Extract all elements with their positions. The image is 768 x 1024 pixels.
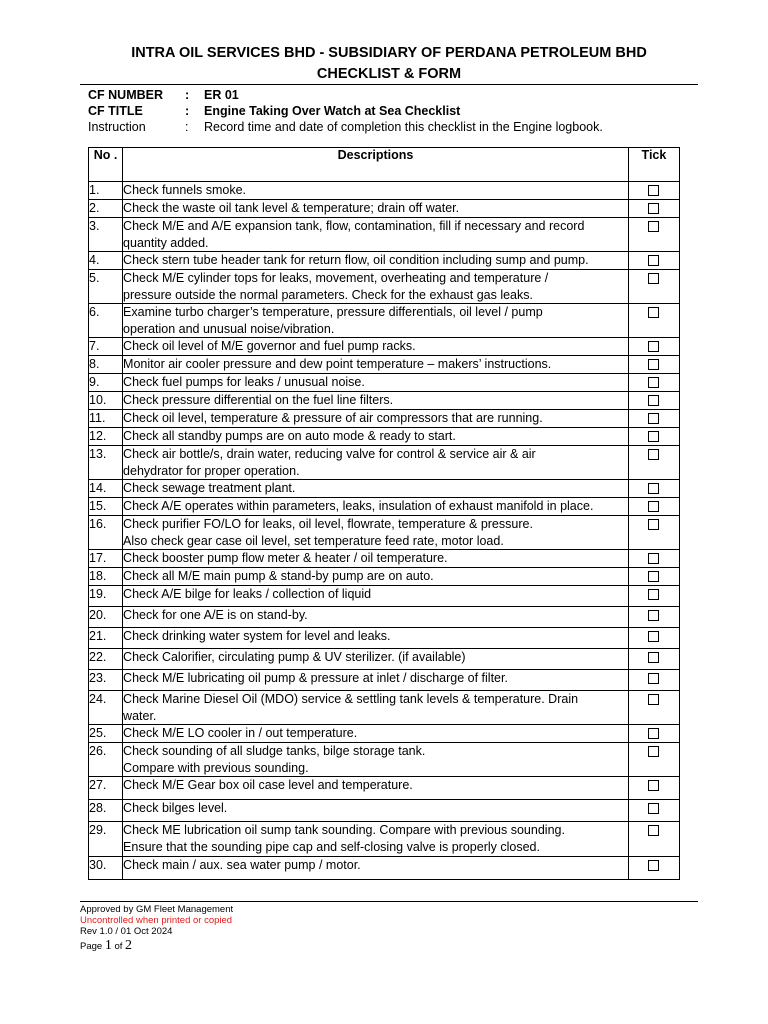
row-number: 15. [89, 498, 123, 516]
table-row [89, 822, 680, 857]
row-number: 30. [89, 857, 123, 880]
row-description [123, 550, 629, 568]
description-line: Check drinking water system for level and leaks. [123, 629, 391, 643]
row-description [123, 568, 629, 586]
cf-number-row [88, 87, 708, 103]
description-line: quantity added. [123, 235, 209, 250]
description-line: Check for one A/E is on stand-by. [123, 608, 308, 622]
row-description [123, 446, 629, 480]
row-description [123, 800, 629, 822]
instruction-label: Instruction [88, 120, 146, 134]
tick-checkbox[interactable] [648, 221, 659, 232]
description-line: Check bilges level. [123, 801, 228, 815]
tick-cell [628, 270, 679, 304]
row-description [123, 252, 629, 270]
description-line: Check all standby pumps are on auto mode & ready to start. [123, 429, 456, 443]
description-line: Check M/E lubricating oil pump & pressure at inlet / discharge of filter. [123, 671, 508, 685]
tick-checkbox[interactable] [648, 203, 659, 214]
row-description [123, 498, 629, 516]
tick-cell [628, 743, 679, 777]
table-row [89, 218, 680, 252]
row-description [123, 200, 629, 218]
description-line: pressure outside the normal parameters. Check for the exhaust gas leaks. [123, 287, 533, 302]
cf-title-label: CF TITLE [88, 104, 143, 118]
tick-cell [628, 356, 679, 374]
row-description [123, 182, 629, 200]
row-description [123, 822, 629, 857]
table-row [89, 338, 680, 356]
row-number: 19. [89, 586, 123, 607]
description-line: Check M/E LO cooler in / out temperature. [123, 726, 358, 740]
tick-checkbox[interactable] [648, 589, 659, 600]
separator: : [185, 104, 190, 118]
table-row [89, 428, 680, 446]
tick-cell [628, 628, 679, 649]
tick-cell [628, 200, 679, 218]
row-description [123, 410, 629, 428]
tick-cell [628, 857, 679, 880]
tick-cell [628, 670, 679, 691]
row-number: 9. [89, 374, 123, 392]
description-line: Check A/E operates within parameters, leaks, insulation of exhaust manifold in place. [123, 499, 594, 513]
checklist-rows [89, 182, 680, 880]
description-line: Compare with previous sounding. [123, 760, 309, 775]
tick-cell [628, 446, 679, 480]
table-row [89, 800, 680, 822]
column-header-tick: Tick [628, 148, 679, 182]
table-row [89, 304, 680, 338]
tick-checkbox[interactable] [648, 860, 659, 871]
description-line: operation and unusual noise/vibration. [123, 321, 335, 336]
row-number: 17. [89, 550, 123, 568]
row-number: 13. [89, 446, 123, 480]
row-number: 20. [89, 607, 123, 628]
description-line: Check Marine Diesel Oil (MDO) service & settling tank levels & temperature. Drain [123, 692, 579, 706]
document-title: INTRA OIL SERVICES BHD - SUBSIDIARY OF PERDANA PETROLEUM BHD [131, 45, 647, 61]
tick-checkbox[interactable] [648, 185, 659, 196]
separator: : [185, 120, 189, 134]
row-description [123, 338, 629, 356]
tick-checkbox[interactable] [648, 341, 659, 352]
tick-checkbox[interactable] [648, 694, 659, 705]
description-line: water. [123, 708, 157, 723]
row-description [123, 374, 629, 392]
tick-checkbox[interactable] [648, 273, 659, 284]
document-subtitle: CHECKLIST & FORM [316, 66, 462, 82]
row-number: 24. [89, 691, 123, 725]
row-number: 10. [89, 392, 123, 410]
table-row [89, 392, 680, 410]
description-line: Check air bottle/s, drain water, reducing valve for control & service air & air [123, 447, 536, 461]
table-row [89, 743, 680, 777]
row-number: 3. [89, 218, 123, 252]
footer-divider [80, 901, 698, 902]
tick-cell [628, 480, 679, 498]
tick-cell [628, 607, 679, 628]
table-row [89, 550, 680, 568]
tick-cell [628, 428, 679, 446]
tick-cell [628, 725, 679, 743]
table-row [89, 410, 680, 428]
column-header-no: No . [89, 148, 123, 182]
tick-checkbox[interactable] [648, 571, 659, 582]
uncontrolled-note: Uncontrolled when printed or copied [80, 915, 233, 926]
page-number [80, 938, 132, 954]
description-line: Check A/E bilge for leaks / collection of liquid [123, 587, 372, 601]
description-line: Check oil level, temperature & pressure of air compressors that are running. [123, 411, 543, 425]
table-row [89, 374, 680, 392]
page-prefix: Page [80, 941, 103, 952]
column-header-descriptions: Descriptions [123, 148, 629, 182]
row-description [123, 392, 629, 410]
table-row [89, 725, 680, 743]
description-line: Check M/E cylinder tops for leaks, movement, overheating and temperature / [123, 271, 549, 285]
table-row [89, 270, 680, 304]
description-line: Check pressure differential on the fuel line filters. [123, 393, 394, 407]
page-of: of [114, 941, 123, 952]
description-line: Ensure that the sounding pipe cap and self-closing valve is properly closed. [123, 839, 540, 854]
row-description [123, 428, 629, 446]
table-row [89, 649, 680, 670]
tick-checkbox[interactable] [648, 483, 659, 494]
description-line: Check booster pump flow meter & heater / oil temperature. [123, 551, 448, 565]
row-description [123, 777, 629, 800]
row-description [123, 607, 629, 628]
tick-cell [628, 822, 679, 857]
row-number: 25. [89, 725, 123, 743]
tick-cell [628, 649, 679, 670]
tick-cell [628, 777, 679, 800]
tick-checkbox[interactable] [648, 255, 659, 266]
row-number: 5. [89, 270, 123, 304]
tick-cell [628, 550, 679, 568]
table-row [89, 568, 680, 586]
tick-cell [628, 691, 679, 725]
tick-cell [628, 338, 679, 356]
description-line: Check sounding of all sludge tanks, bilge storage tank. [123, 744, 426, 758]
row-number: 16. [89, 516, 123, 550]
tick-cell [628, 800, 679, 822]
row-description [123, 356, 629, 374]
checklist-table [88, 147, 680, 880]
table-row [89, 607, 680, 628]
table-row [89, 691, 680, 725]
row-number: 11. [89, 410, 123, 428]
row-description [123, 516, 629, 550]
row-description [123, 480, 629, 498]
row-description [123, 743, 629, 777]
cf-title-value: Engine Taking Over Watch at Sea Checklist [204, 104, 461, 118]
tick-checkbox[interactable] [648, 803, 659, 814]
description-line: Check M/E Gear box oil case level and temperature. [123, 778, 413, 792]
table-row [89, 777, 680, 800]
tick-checkbox[interactable] [648, 377, 659, 388]
row-number: 14. [89, 480, 123, 498]
cf-number-label: CF NUMBER [88, 88, 163, 102]
tick-checkbox[interactable] [648, 631, 659, 642]
description-line: Check stern tube header tank for return flow, oil condition including sump and pump. [123, 253, 589, 267]
form-meta [88, 87, 708, 135]
row-number: 7. [89, 338, 123, 356]
tick-checkbox[interactable] [648, 431, 659, 442]
tick-checkbox[interactable] [648, 519, 659, 530]
description-line: Check fuel pumps for leaks / unusual noise. [123, 375, 365, 389]
row-number: 8. [89, 356, 123, 374]
table-row [89, 480, 680, 498]
tick-cell [628, 182, 679, 200]
row-description [123, 628, 629, 649]
table-row [89, 586, 680, 607]
approval-note: Approved by GM Fleet Management [80, 904, 234, 915]
header-divider [80, 84, 698, 85]
tick-checkbox[interactable] [648, 449, 659, 460]
instruction-row [88, 119, 708, 135]
tick-cell [628, 218, 679, 252]
tick-checkbox[interactable] [648, 395, 659, 406]
tick-cell [628, 392, 679, 410]
table-row [89, 628, 680, 649]
description-line: Monitor air cooler pressure and dew point temperature – makers’ instructions. [123, 357, 552, 371]
description-line: Check sewage treatment plant. [123, 481, 296, 495]
row-description [123, 304, 629, 338]
tick-checkbox[interactable] [648, 652, 659, 663]
tick-checkbox[interactable] [648, 673, 659, 684]
tick-cell [628, 516, 679, 550]
row-description [123, 218, 629, 252]
description-line: Check M/E and A/E expansion tank, flow, contamination, fill if necessary and record [123, 219, 585, 233]
description-line: Also check gear case oil level, set temperature feed rate, motor load. [123, 533, 504, 548]
row-number: 2. [89, 200, 123, 218]
row-number: 28. [89, 800, 123, 822]
table-row [89, 498, 680, 516]
tick-checkbox[interactable] [648, 553, 659, 564]
tick-checkbox[interactable] [648, 728, 659, 739]
description-line: Check ME lubrication oil sump tank sounding. Compare with previous sounding. [123, 823, 565, 837]
description-line: Examine turbo charger’s temperature, pressure differentials, oil level / pump [123, 305, 543, 319]
row-number: 12. [89, 428, 123, 446]
row-number: 18. [89, 568, 123, 586]
description-line: Check main / aux. sea water pump / motor. [123, 858, 361, 872]
table-row [89, 356, 680, 374]
table-row [89, 857, 680, 880]
tick-checkbox[interactable] [648, 825, 659, 836]
row-description [123, 670, 629, 691]
cf-number-value: ER 01 [204, 88, 239, 102]
revision-note: Rev 1.0 / 01 Oct 2024 [80, 926, 173, 937]
tick-cell [628, 568, 679, 586]
page-total: 2 [125, 938, 133, 953]
row-number: 4. [89, 252, 123, 270]
tick-checkbox[interactable] [648, 359, 659, 370]
table-row [89, 446, 680, 480]
row-description [123, 691, 629, 725]
table-header-row [89, 148, 680, 182]
table-row [89, 200, 680, 218]
page-current: 1 [104, 938, 112, 953]
description-line: dehydrator for proper operation. [123, 463, 300, 478]
row-description [123, 270, 629, 304]
row-number: 27. [89, 777, 123, 800]
description-line: Check Calorifier, circulating pump & UV sterilizer. (if available) [123, 650, 466, 664]
tick-checkbox[interactable] [648, 501, 659, 512]
description-line: Check all M/E main pump & stand-by pump are on auto. [123, 569, 434, 583]
tick-checkbox[interactable] [648, 307, 659, 318]
tick-checkbox[interactable] [648, 746, 659, 757]
tick-checkbox[interactable] [648, 780, 659, 791]
tick-checkbox[interactable] [648, 413, 659, 424]
description-line: Check the waste oil tank level & temperature; drain off water. [123, 201, 460, 215]
tick-cell [628, 252, 679, 270]
row-description [123, 649, 629, 670]
row-number: 21. [89, 628, 123, 649]
tick-cell [628, 498, 679, 516]
table-row [89, 182, 680, 200]
row-number: 23. [89, 670, 123, 691]
row-number: 29. [89, 822, 123, 857]
instruction-value: Record time and date of completion this checklist in the Engine logbook. [204, 120, 603, 134]
row-number: 1. [89, 182, 123, 200]
row-description [123, 857, 629, 880]
tick-cell [628, 374, 679, 392]
row-description [123, 586, 629, 607]
row-number: 6. [89, 304, 123, 338]
tick-cell [628, 586, 679, 607]
tick-cell [628, 410, 679, 428]
separator: : [185, 88, 190, 102]
description-line: Check funnels smoke. [123, 183, 247, 197]
row-description [123, 725, 629, 743]
row-number: 26. [89, 743, 123, 777]
table-row [89, 670, 680, 691]
description-line: Check oil level of M/E governor and fuel pump racks. [123, 339, 416, 353]
table-row [89, 516, 680, 550]
description-line: Check purifier FO/LO for leaks, oil level, flowrate, temperature & pressure. [123, 517, 533, 531]
tick-checkbox[interactable] [648, 610, 659, 621]
table-row [89, 252, 680, 270]
row-number: 22. [89, 649, 123, 670]
tick-cell [628, 304, 679, 338]
cf-title-row [88, 103, 708, 119]
